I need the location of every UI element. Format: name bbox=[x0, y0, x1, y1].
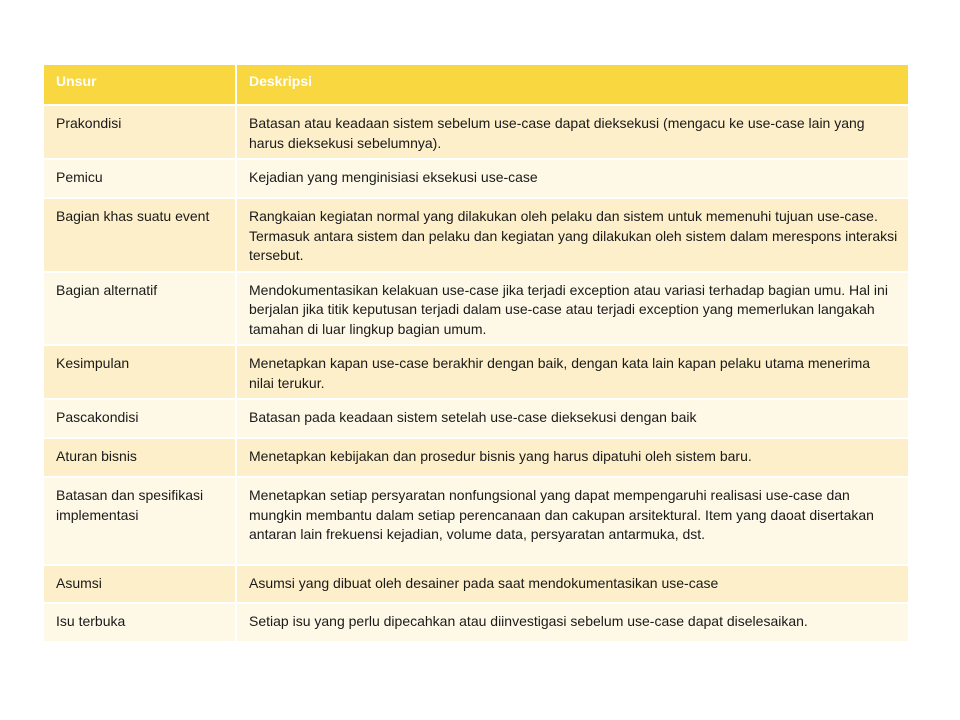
table-row bbox=[44, 105, 908, 159]
table-header-row bbox=[44, 65, 908, 105]
row-label: Bagian khas suatu event bbox=[44, 198, 236, 272]
column-header-unsur: Unsur bbox=[44, 65, 236, 105]
row-description: Mendokumentasikan kelakuan use-case jika terjadi exception atau variasi terhadap bagian umu. Hal ini berjalan jika titik keputusan terjadi dalam use-case atau terjadi exception yang memerlukan langakah tamahan di luar lingkup bagian umum. bbox=[236, 272, 908, 346]
row-description: Asumsi yang dibuat oleh desainer pada saat mendokumentasikan use-case bbox=[236, 565, 908, 603]
row-label: Asumsi bbox=[44, 565, 236, 603]
row-label: Pemicu bbox=[44, 159, 236, 198]
use-case-elements-table bbox=[44, 65, 908, 643]
row-label: Bagian alternatif bbox=[44, 272, 236, 346]
row-label: Prakondisi bbox=[44, 105, 236, 159]
row-description: Menetapkan kapan use-case berakhir dengan baik, dengan kata lain kapan pelaku utama menerima nilai terukur. bbox=[236, 345, 908, 399]
row-description: Batasan atau keadaan sistem sebelum use-case dapat dieksekusi (mengacu ke use-case lain yang harus dieksekusi sebelumnya). bbox=[236, 105, 908, 159]
row-label: Batasan dan spesifikasi implementasi bbox=[44, 477, 236, 565]
table-row bbox=[44, 603, 908, 642]
row-description: Rangkaian kegiatan normal yang dilakukan oleh pelaku dan sistem untuk memenuhi tujuan use-case. Termasuk antara sistem dan pelaku dan kegiatan yang dilakukan oleh sistem dalam merespons interaksi tersebut. bbox=[236, 198, 908, 272]
row-description: Batasan pada keadaan sistem setelah use-case dieksekusi dengan baik bbox=[236, 399, 908, 438]
table-row bbox=[44, 345, 908, 399]
row-label: Pascakondisi bbox=[44, 399, 236, 438]
row-description: Kejadian yang menginisiasi eksekusi use-case bbox=[236, 159, 908, 198]
table-row bbox=[44, 438, 908, 477]
row-label: Isu terbuka bbox=[44, 603, 236, 642]
table-row bbox=[44, 198, 908, 272]
table-row bbox=[44, 399, 908, 438]
table-row bbox=[44, 477, 908, 565]
column-header-deskripsi: Deskripsi bbox=[236, 65, 908, 105]
row-description: Menetapkan kebijakan dan prosedur bisnis yang harus dipatuhi oleh sistem baru. bbox=[236, 438, 908, 477]
table-row bbox=[44, 565, 908, 603]
row-description: Menetapkan setiap persyaratan nonfungsional yang dapat mempengaruhi realisasi use-case dan mungkin membantu dalam setiap perencanaan dan cakupan arsitektural. Item yang daoat disertakan antaran lain frekuensi kejadian, volume data, persyaratan antarmuka, dst. bbox=[236, 477, 908, 565]
table-row bbox=[44, 159, 908, 198]
table-row bbox=[44, 272, 908, 346]
row-description: Setiap isu yang perlu dipecahkan atau diinvestigasi sebelum use-case dapat diselesaikan. bbox=[236, 603, 908, 642]
row-label: Kesimpulan bbox=[44, 345, 236, 399]
row-label: Aturan bisnis bbox=[44, 438, 236, 477]
